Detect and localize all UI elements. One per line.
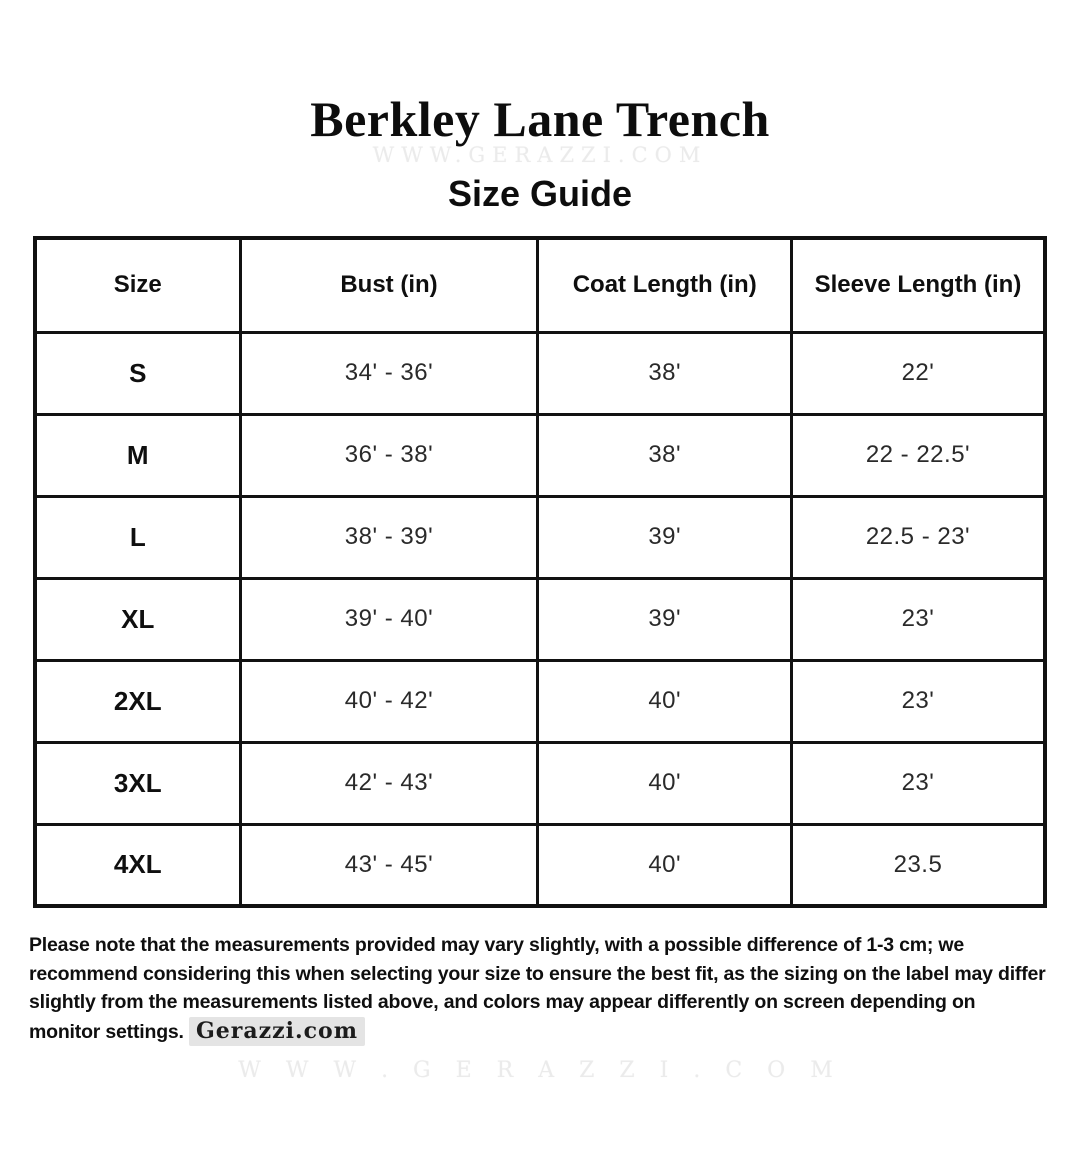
table-row-2xl bbox=[35, 660, 1045, 742]
size-guide-heading: Size Guide bbox=[447, 173, 633, 214]
size-label: M bbox=[35, 414, 240, 496]
table-row-l bbox=[35, 496, 1045, 578]
col-header-sleeve-length: Sleeve Length (in) bbox=[791, 238, 1045, 332]
table-row-4xl bbox=[35, 824, 1045, 906]
sleeve-length-value: 23' bbox=[791, 742, 1045, 824]
size-label: 4XL bbox=[35, 824, 240, 906]
table-row-s bbox=[35, 332, 1045, 414]
col-header-size: Size bbox=[35, 238, 240, 332]
sleeve-length-value: 23' bbox=[791, 578, 1045, 660]
bust-value: 36' - 38' bbox=[240, 414, 538, 496]
bust-value: 34' - 36' bbox=[240, 332, 538, 414]
coat-length-value: 40' bbox=[538, 824, 792, 906]
bust-value: 40' - 42' bbox=[240, 660, 538, 742]
watermark-bottom: W W W . G E R A Z Z I . C O M bbox=[238, 1058, 842, 1083]
disclaimer-text: Please note that the measurements provided may vary slightly, with a possible difference of 1-3 cm; we recommend considering this when selecting your size to ensure the best fit, as the sizing on the label may differ slightly from the measurements listed above, and colors may appear differently on screen depending on monitor settings. bbox=[29, 934, 1046, 1043]
size-label: XL bbox=[35, 578, 240, 660]
size-guide-page bbox=[0, 92, 1080, 1172]
sleeve-length-value: 22.5 - 23' bbox=[791, 496, 1045, 578]
size-label: S bbox=[35, 332, 240, 414]
sleeve-length-value: 23.5 bbox=[791, 824, 1045, 906]
size-label: 2XL bbox=[35, 660, 240, 742]
size-table-body bbox=[35, 332, 1045, 906]
coat-length-value: 39' bbox=[538, 496, 792, 578]
coat-length-value: 39' bbox=[538, 578, 792, 660]
coat-length-value: 40' bbox=[538, 660, 792, 742]
col-header-bust: Bust (in) bbox=[240, 238, 538, 332]
header-row bbox=[35, 238, 1045, 332]
sleeve-length-value: 22 - 22.5' bbox=[791, 414, 1045, 496]
col-header-coat-length: Coat Length (in) bbox=[538, 238, 792, 332]
product-title: Berkley Lane Trench bbox=[310, 91, 770, 147]
brand-watermark: Gerazzi.com bbox=[189, 1017, 365, 1046]
size-label: 3XL bbox=[35, 742, 240, 824]
table-row-xl bbox=[35, 578, 1045, 660]
watermark-top: WWW.GERAZZI.COM bbox=[372, 143, 708, 167]
table-row-m bbox=[35, 414, 1045, 496]
bust-value: 42' - 43' bbox=[240, 742, 538, 824]
bust-value: 38' - 39' bbox=[240, 496, 538, 578]
size-label: L bbox=[35, 496, 240, 578]
coat-length-value: 38' bbox=[538, 332, 792, 414]
coat-length-value: 40' bbox=[538, 742, 792, 824]
size-table-header bbox=[35, 238, 1045, 332]
bust-value: 39' - 40' bbox=[240, 578, 538, 660]
sleeve-length-value: 23' bbox=[791, 660, 1045, 742]
bust-value: 43' - 45' bbox=[240, 824, 538, 906]
size-table bbox=[33, 236, 1047, 908]
sleeve-length-value: 22' bbox=[791, 332, 1045, 414]
measurement-disclaimer bbox=[29, 931, 1051, 1046]
coat-length-value: 38' bbox=[538, 414, 792, 496]
table-row-3xl bbox=[35, 742, 1045, 824]
